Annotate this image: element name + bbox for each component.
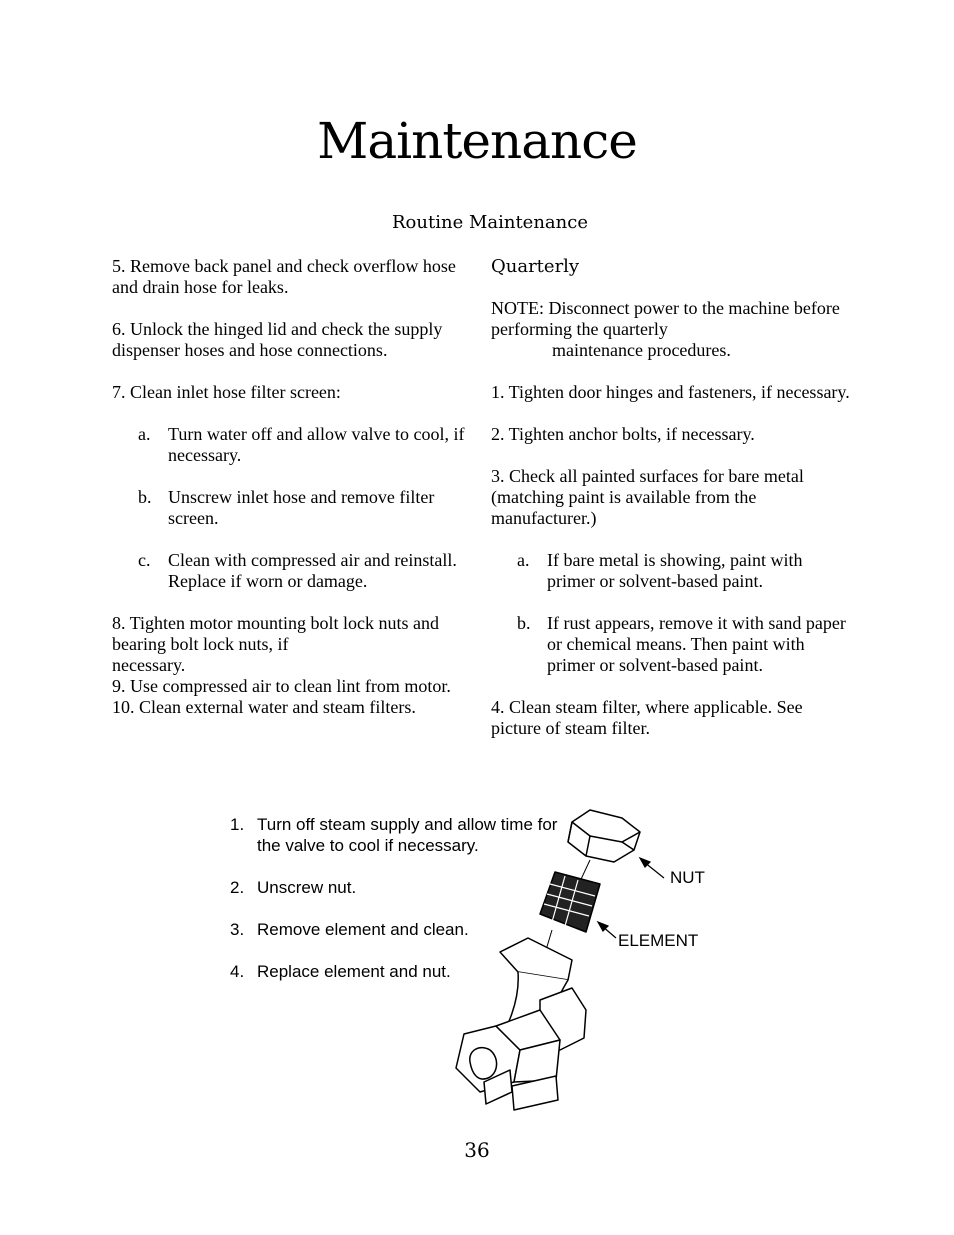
item-7b-mark: b.	[138, 487, 152, 507]
step-2-number: 2.	[230, 878, 245, 897]
step-4	[230, 961, 570, 982]
item-7a-text: Turn water off and allow valve to cool, if necessary.	[168, 424, 465, 465]
item-8-line2: necessary.	[112, 655, 186, 675]
item-7: 7. Clean inlet hose filter screen:	[112, 382, 341, 402]
item-7a	[112, 424, 472, 466]
step-1	[230, 814, 570, 856]
note-line1: NOTE: Disconnect power to the machine before performing the quarterly	[491, 298, 840, 339]
quarterly-item-2: 2. Tighten anchor bolts, if necessary.	[491, 424, 755, 444]
step-1-number: 1.	[230, 815, 245, 834]
step-4-number: 4.	[230, 962, 245, 981]
left-column	[112, 256, 472, 718]
section-subtitle: Routine Maintenance	[392, 212, 588, 233]
item-7b	[112, 487, 472, 529]
step-3-text: Remove element and clean.	[257, 920, 469, 939]
item-7b-text: Unscrew inlet hose and remove filter screen.	[168, 487, 435, 528]
note-line2: maintenance procedures.	[552, 340, 731, 360]
quarterly-heading: Quarterly	[491, 256, 580, 277]
quarterly-item-1: 1. Tighten door hinges and fasteners, if necessary.	[491, 382, 850, 402]
page-number: 36	[464, 1138, 490, 1162]
item-3b-text: If rust appears, remove it with sand paper or chemical means. Then paint with primer or solvent-based paint.	[547, 613, 846, 675]
nut-callout-label: NUT	[670, 868, 705, 887]
item-9: 9. Use compressed air to clean lint from motor.	[112, 676, 451, 696]
steam-filter-steps	[230, 814, 570, 982]
nut-illustration	[568, 810, 640, 862]
item-7c-text: Clean with compressed air and reinstall. Replace if worn or damage.	[168, 550, 457, 591]
step-2	[230, 877, 570, 898]
item-7c	[112, 550, 472, 592]
step-4-text: Replace element and nut.	[257, 962, 451, 981]
step-3	[230, 919, 570, 940]
item-3a-mark: a.	[517, 550, 530, 570]
step-2-text: Unscrew nut.	[257, 878, 357, 897]
step-1-text: Turn off steam supply and allow time for the valve to cool if necessary.	[257, 815, 558, 855]
item-10: 10. Clean external water and steam filters.	[112, 697, 416, 717]
quarterly-item-3: 3. Check all painted surfaces for bare metal (matching paint is available from the manufacturer.)	[491, 466, 804, 528]
quarterly-item-3b	[491, 613, 851, 676]
item-8-line1: 8. Tighten motor mounting bolt lock nuts and bearing bolt lock nuts, if	[112, 613, 440, 654]
item-6: 6. Unlock the hinged lid and check the supply dispenser hoses and hose connections.	[112, 319, 443, 360]
quarterly-item-4: 4. Clean steam filter, where applicable. See picture of steam filter.	[491, 697, 803, 738]
step-3-number: 3.	[230, 920, 245, 939]
right-column	[491, 256, 851, 739]
item-7a-mark: a.	[138, 424, 151, 444]
item-3a-text: If bare metal is showing, paint with primer or solvent-based paint.	[547, 550, 803, 591]
item-7c-mark: c.	[138, 550, 151, 570]
page-title: Maintenance	[317, 112, 637, 170]
quarterly-item-3a	[491, 550, 851, 592]
item-5: 5. Remove back panel and check overflow hose and drain hose for leaks.	[112, 256, 456, 297]
element-callout-label: ELEMENT	[618, 931, 699, 950]
item-3b-mark: b.	[517, 613, 531, 633]
